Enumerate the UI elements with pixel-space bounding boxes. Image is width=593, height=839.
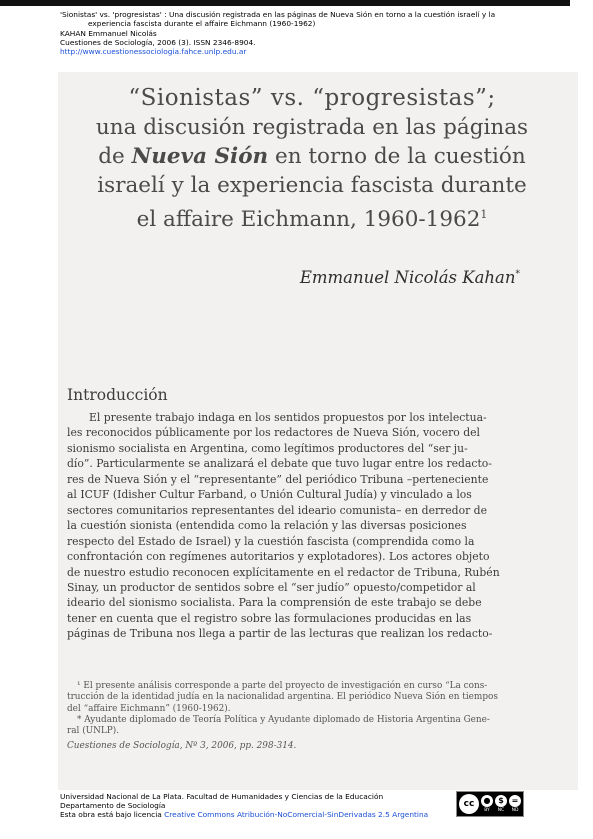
footnote-line: trucción de la identidad judía en la nacionalidad argentina. El periódico Nueva Sión en tiempos: [67, 692, 498, 703]
journal-citation: Cuestiones de Sociología, Nº 3, 2006, pp. 298-314.: [67, 741, 297, 752]
author-footnote-marker: *: [515, 269, 520, 280]
no-dollar-icon: $: [495, 795, 507, 807]
header-author: KAHAN Emmanuel Nicolás: [60, 28, 157, 38]
body-line: confrontación con regímenes autoritarios y explotadores). Los actores objeto: [67, 550, 490, 564]
nc-label: NC: [497, 808, 505, 813]
title-line-3: [62, 142, 562, 171]
footer-license-prefix: Esta obra está bajo licencia: [60, 809, 165, 819]
header-title: 'Sionistas' vs. 'progresistas' : Una discusión registrada en las páginas de Nueva Sión en torno a la cuestión israelí y la: [60, 10, 496, 19]
body-line: la cuestión sionista (entendida como la relación y las diversas posiciones: [67, 519, 467, 533]
body-line: páginas de Tribuna nos llega a partir de las lecturas que realizan los redacto-: [67, 627, 493, 641]
body-line: ideario del sionismo socialista. Para la comprensión de este trabajo se debe: [67, 596, 482, 610]
footer-license-line: [60, 811, 460, 820]
title-line-2: una discusión registrada en las páginas: [95, 115, 529, 140]
title-line-3-prefix: de: [98, 144, 132, 169]
title-newspaper-name: Nueva Sión: [131, 144, 269, 169]
footnotes: [67, 681, 517, 753]
body-line: tener en cuenta que el registro sobre las formulaciones producidas en las: [67, 611, 472, 625]
body-text: [67, 410, 514, 642]
body-line: dío”. Particularmente se analizará el debate que tuvo lugar entre los redacto-: [67, 457, 492, 471]
footnote-line: ¹ El presente análisis corresponde a parte del proyecto de investigación en curso “La cons-: [77, 681, 488, 691]
top-bar: [0, 0, 570, 6]
body-line: Sinay, un productor de sentidos sobre el “ser judío” opuesto/competidor al: [67, 580, 476, 594]
cc-logo-icon: cc: [459, 794, 479, 814]
header-url-link[interactable]: http://www.cuestionessociologia.fahce.unlp.edu.ar: [60, 47, 247, 57]
header-title-continued: experiencia fascista durante el affaire Eichmann (1960-1962): [88, 19, 316, 29]
person-icon: ●: [481, 795, 493, 807]
body-line: al ICUF (Idisher Cultur Farband, o Unión Cultural Judía) y vinculado a los: [67, 488, 472, 502]
title-line-3-suffix: en torno de la cuestión: [268, 144, 526, 169]
title-line-5: [62, 200, 562, 234]
footer-university: Universidad Nacional de La Plata. Facultad de Humanidades y Ciencias de la Educación: [60, 792, 384, 801]
document-header: [60, 10, 560, 56]
body-line: de nuestro estudio reconocen explícitamente en el redactor de Tribuna, Rubén: [67, 565, 500, 579]
by-label: BY: [484, 808, 490, 813]
article-author: [270, 268, 520, 287]
body-line: les reconocidos públicamente por los redactores de Nueva Sión, vocero del: [67, 426, 480, 440]
body-line: res de Nueva Sión y el “representante” del periódico Tribuna –perteneciente: [67, 472, 489, 486]
body-line: sionismo socialista en Argentina, como legítimos productores del “ser ju-: [67, 441, 468, 455]
footer-department: Departamento de Sociología: [60, 800, 166, 810]
title-line-1: “Sionistas” vs. “progresistas”;: [128, 85, 496, 111]
title-line-4: israelí y la experiencia fascista durante: [97, 173, 527, 198]
body-line: El presente trabajo indaga en los sentidos propuestos por los intelectua-: [89, 411, 487, 424]
header-journal: Cuestiones de Sociología, 2006 (3). ISSN 2346-8904.: [60, 37, 256, 47]
footnote-line: del “affaire Eichmann” (1960-1962).: [67, 703, 231, 714]
nd-label: ND: [511, 808, 519, 813]
body-line: sectores comunitarios representantes del ideario comunista– en derredor de: [67, 503, 487, 517]
footnote-line: * Ayudante diplomado de Teoría Política y Ayudante diplomado de Historia Argentina Gene-: [77, 714, 490, 725]
section-heading: Introducción: [67, 386, 168, 404]
cc-license-badge[interactable]: [456, 791, 524, 817]
document-footer: [60, 793, 460, 819]
license-link[interactable]: Creative Commons Atribución-NoComercial-SinDerivadas 2.5 Argentina: [164, 809, 429, 819]
author-name: Emmanuel Nicolás Kahan: [299, 268, 516, 287]
title-line-5-text: el affaire Eichmann, 1960-1962: [136, 207, 481, 233]
equals-icon: =: [509, 795, 521, 807]
title-footnote-marker: 1: [480, 208, 488, 221]
footnote-line: ral (UNLP).: [67, 726, 120, 737]
body-line: respecto del Estado de Israel) y la cuestión fascista (comprendida como la: [67, 534, 475, 548]
article-title: [62, 84, 562, 234]
